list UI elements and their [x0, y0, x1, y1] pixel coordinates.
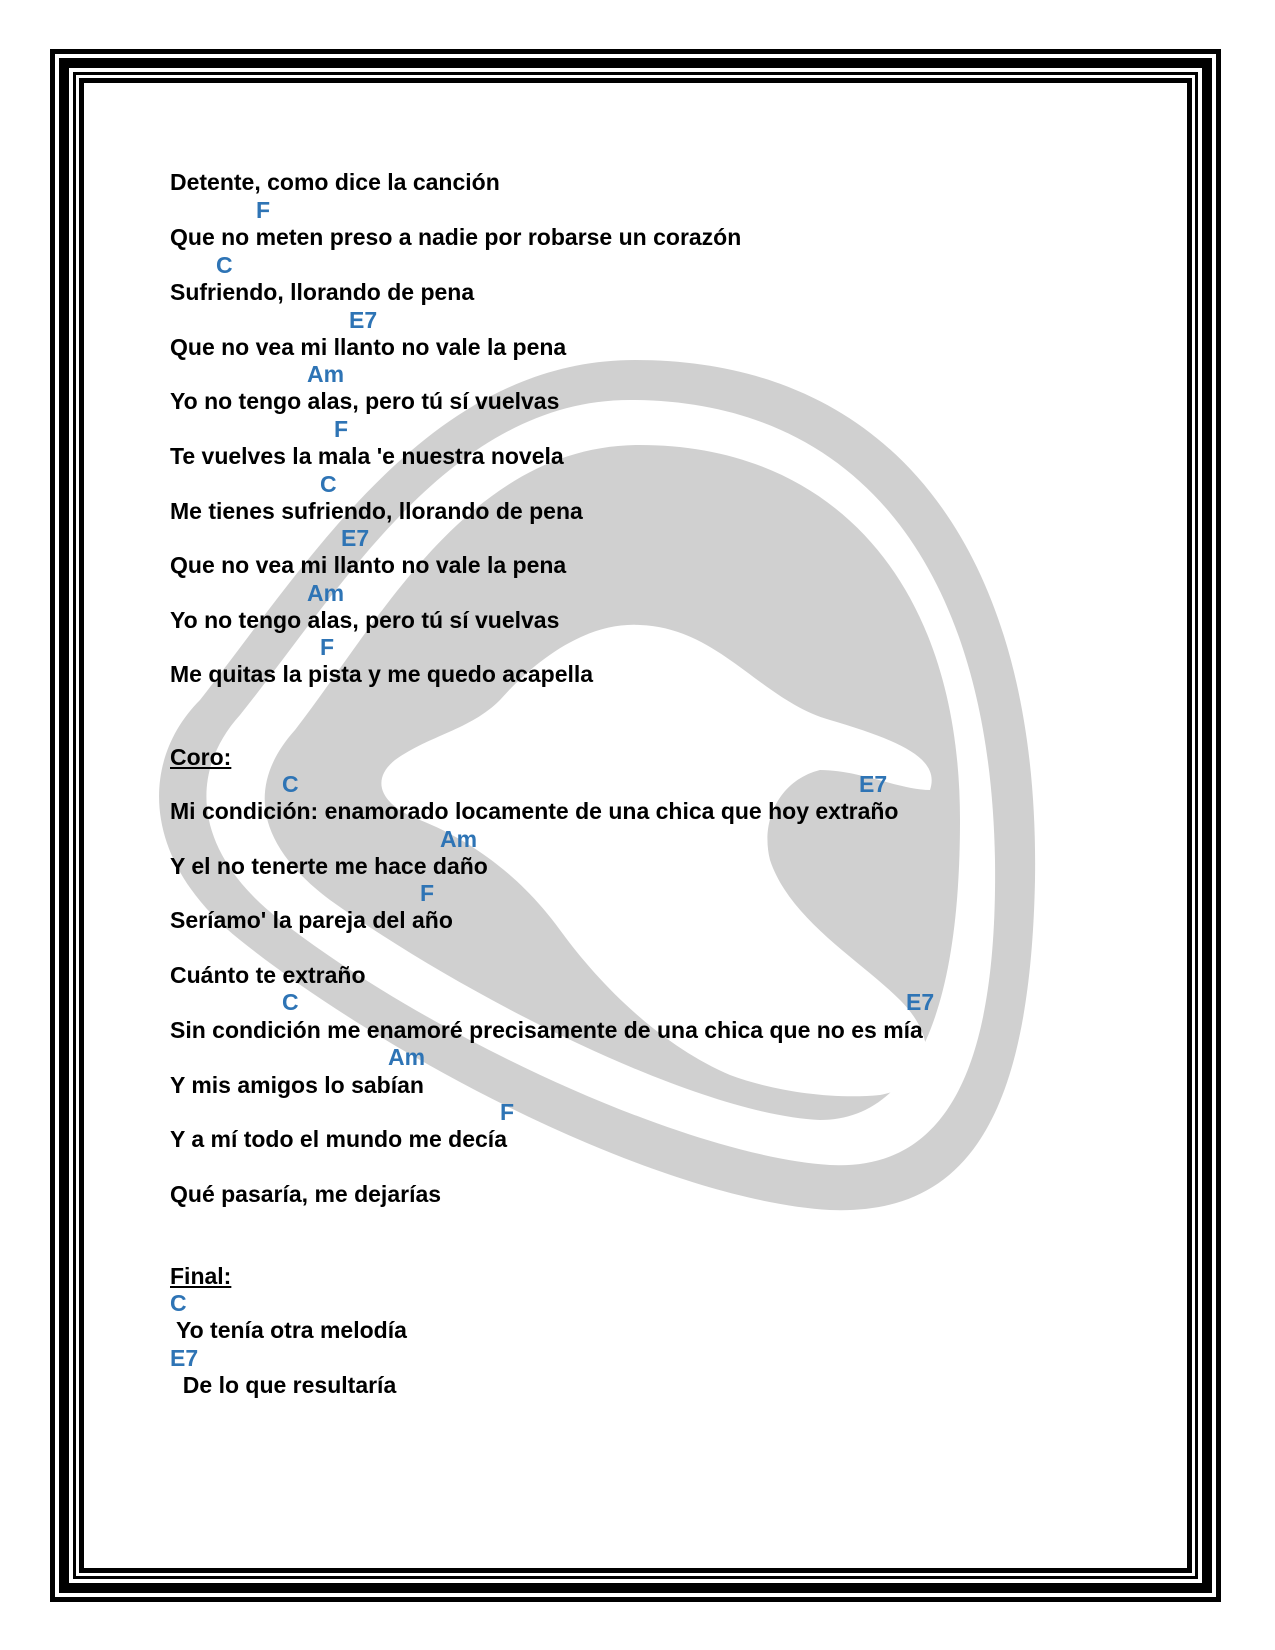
chord-label: C — [282, 771, 299, 797]
lyric-line: Detente, como dice la canción — [170, 169, 500, 195]
chord-label: F — [420, 880, 435, 906]
lyric-line: Que no meten preso a nadie por robarse un corazón — [170, 224, 742, 250]
chord-label: C — [282, 989, 299, 1015]
lyric-line: Y el no tenerte me hace daño — [170, 853, 488, 879]
chord-label: Am — [307, 580, 345, 606]
chord-label: E7 — [906, 989, 935, 1015]
chord-label: F — [256, 197, 271, 223]
chord-label: F — [500, 1099, 515, 1125]
lyric-line: Me tienes sufriendo, llorando de pena — [170, 498, 583, 524]
lyric-line: Yo no tengo alas, pero tú sí vuelvas — [170, 607, 560, 633]
chord-label: Am — [307, 361, 345, 387]
lyric-line: Qué pasaría, me dejarías — [170, 1181, 442, 1207]
chord-label: Am — [440, 826, 478, 852]
lyric-line: De lo que resultaría — [170, 1372, 397, 1398]
lyric-line: Me quitas la pista y me quedo acapella — [170, 661, 594, 687]
chord-label: C — [320, 471, 337, 497]
chord-label: Am — [388, 1044, 426, 1070]
chord-label: F — [334, 416, 349, 442]
chord-label: F — [320, 634, 335, 660]
lyric-line: Que no vea mi llanto no vale la pena — [170, 552, 567, 578]
section-heading-chorus: Coro: — [170, 744, 232, 770]
lyric-line: Sin condición me enamoré precisamente de una chica que no es mía — [170, 1017, 923, 1043]
lyric-line: Te vuelves la mala 'e nuestra novela — [170, 443, 564, 469]
lyric-line: Mi condición: enamorado locamente de una chica que hoy extraño — [170, 798, 899, 824]
chord-label: E7 — [341, 525, 370, 551]
chord-label: C — [216, 252, 233, 278]
lyric-line: Cuánto te extraño — [170, 962, 366, 988]
chord-label: E7 — [170, 1345, 199, 1371]
lyric-line: Sufriendo, llorando de pena — [170, 279, 475, 305]
lyric-line: Seríamo' la pareja del año — [170, 907, 453, 933]
chord-label: E7 — [859, 771, 888, 797]
section-heading-final: Final: — [170, 1263, 232, 1289]
lyric-line: Y mis amigos lo sabían — [170, 1072, 424, 1098]
lyric-line: Yo tenía otra melodía — [170, 1317, 407, 1343]
lyric-line: Que no vea mi llanto no vale la pena — [170, 334, 567, 360]
lyric-line: Y a mí todo el mundo me decía — [170, 1126, 507, 1152]
chord-label: E7 — [349, 307, 378, 333]
chord-label: C — [170, 1290, 187, 1316]
lyric-line: Yo no tengo alas, pero tú sí vuelvas — [170, 388, 560, 414]
